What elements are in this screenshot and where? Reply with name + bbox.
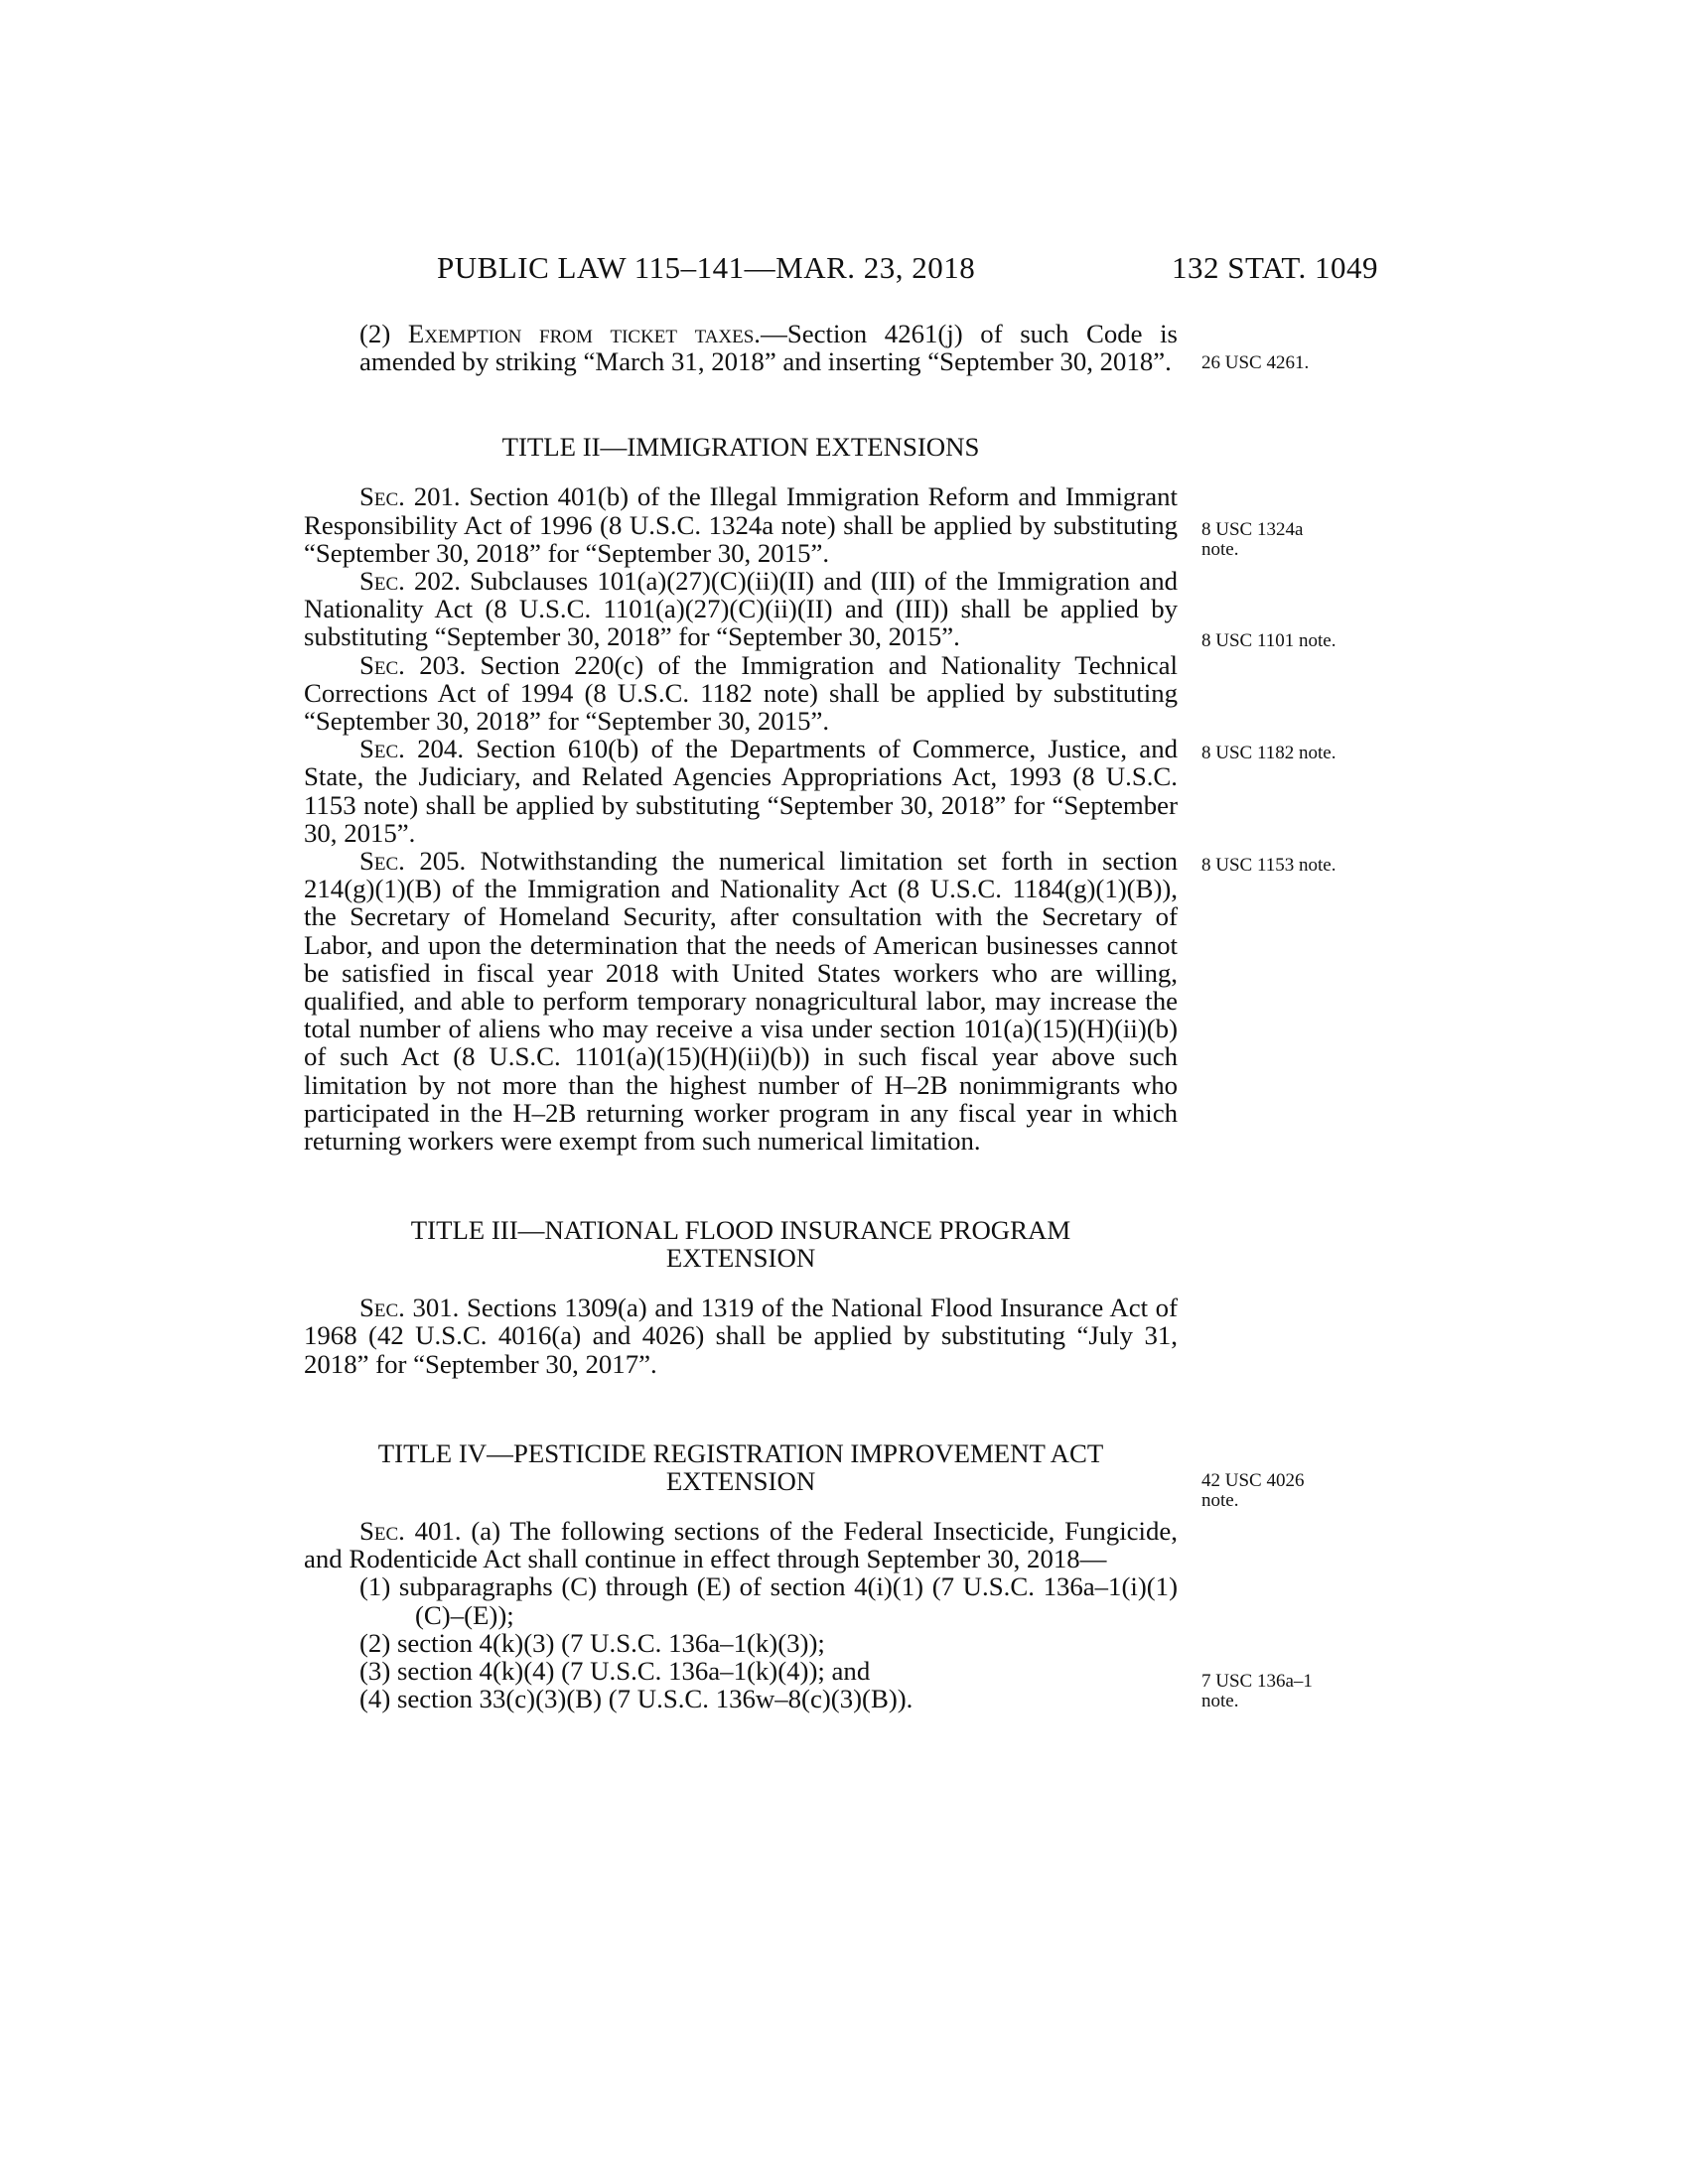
section-203: Sec. 203. Section 220(c) of the Immigration and Nationality Technical Corrections Act of 1994 (8 U.S.C. 1182 note) shall be applied by substituting “September 30, 2018” for “September 30, 2015”.	[304, 649, 1178, 737]
running-header	[437, 250, 1378, 290]
margin-note-7-usc-136a-1: 7 USC 136a–1 note.	[1201, 1671, 1313, 1711]
header-law-citation: PUBLIC LAW 115–141—MAR. 23, 2018	[437, 250, 976, 285]
section-204: Sec. 204. Section 610(b) of the Departments of Commerce, Justice, and State, the Judiciary, and Related Agencies Appropriations Act, 1993 (8 U.S.C. 1153 note) shall be applied by substituting “September 30, 2018” for “September 30, 2015”.	[304, 734, 1178, 848]
section-202: Sec. 202. Subclauses 101(a)(27)(C)(ii)(II) and (III) of the Immigration and Nationality Act (8 U.S.C. 1101(a)(27)(C)(ii)(II) and (III)) shall be applied by substituting “September 30, 2018” for “September 30, 2015”.	[304, 566, 1178, 652]
header-stat-page: 132 STAT. 1049	[1171, 250, 1378, 285]
document-body	[304, 320, 1178, 1712]
section-401-list	[304, 1572, 1178, 1712]
section-401: Sec. 401. (a) The following sections of the Federal Insecticide, Fungicide, and Rodenticide Act shall continue in effect through September 30, 2018—	[304, 1515, 1178, 1574]
title-iv-heading: TITLE IV—PESTICIDE REGISTRATION IMPROVEMENT ACT EXTENSION	[377, 1437, 1104, 1496]
section-301: Sec. 301. Sections 1309(a) and 1319 of the National Flood Insurance Act of 1968 (42 U.S.C. 4016(a) and 4026) shall be applied by substituting “July 31, 2018” for “September 30, 2017”.	[304, 1293, 1178, 1379]
paragraph-heading: Exemption from ticket taxes.	[407, 319, 762, 348]
title-ii-heading: TITLE II—IMMIGRATION EXTENSIONS	[501, 432, 980, 463]
margin-note-8-usc-1182: 8 USC 1182 note.	[1201, 743, 1336, 763]
title-iii-heading: TITLE III—NATIONAL FLOOD INSURANCE PROGRAM EXTENSION	[410, 1215, 1071, 1274]
list-item: (3) section 4(k)(4) (7 U.S.C. 136a–1(k)(4)); and	[359, 1655, 871, 1686]
list-item: (1) subparagraphs (C) through (E) of section 4(i)(1) (7 U.S.C. 136a–1(i)(1)(C)–(E));	[359, 1571, 1178, 1630]
list-item: (4) section 33(c)(3)(B) (7 U.S.C. 136w–8(c)(3)(B)).	[359, 1684, 914, 1714]
section-201: Sec. 201. Section 401(b) of the Illegal Immigration Reform and Immigrant Responsibility Act of 1996 (8 U.S.C. 1324a note) shall be applied by substituting “September 30, 2018” for “September 30, 2015”.	[304, 481, 1178, 568]
paragraph-ticket-taxes: (2) Exemption from ticket taxes.—Section 4261(j) of such Code is amended by striking “March 31, 2018” and inserting “September 30, 2018”.	[359, 319, 1178, 377]
margin-note-8-usc-1324a: 8 USC 1324a note.	[1201, 519, 1304, 560]
margin-note-42-usc-4026: 42 USC 4026 note.	[1201, 1470, 1305, 1511]
margin-note-8-usc-1101: 8 USC 1101 note.	[1201, 630, 1336, 651]
list-item: (2) section 4(k)(3) (7 U.S.C. 136a–1(k)(3));	[359, 1627, 825, 1658]
margin-note-26-usc-4261: 26 USC 4261.	[1201, 352, 1310, 373]
margin-note-8-usc-1153: 8 USC 1153 note.	[1201, 855, 1336, 876]
section-205: Sec. 205. Notwithstanding the numerical limitation set forth in section 214(g)(1)(B) of the Immigration and Nationality Act (8 U.S.C. 1184(g)(1)(B)), the Secretary of Homeland Security, after consultation with the Secretary of Labor, and upon the determination that the needs of American businesses cannot be satisfied in fiscal year 2018 with United States workers who are willing, qualified, and able to perform temporary nonagricultural labor, may increase the total number of aliens who may receive a visa under section 101(a)(15)(H)(ii)(b) of such Act (8 U.S.C. 1101(a)(15)(H)(ii)(b)) in such fiscal year above such limitation by not more than the highest number of H–2B nonimmigrants who participated in the H–2B returning worker program in any fiscal year in which returning workers were exempt from such numerical limitation.	[304, 846, 1178, 1157]
